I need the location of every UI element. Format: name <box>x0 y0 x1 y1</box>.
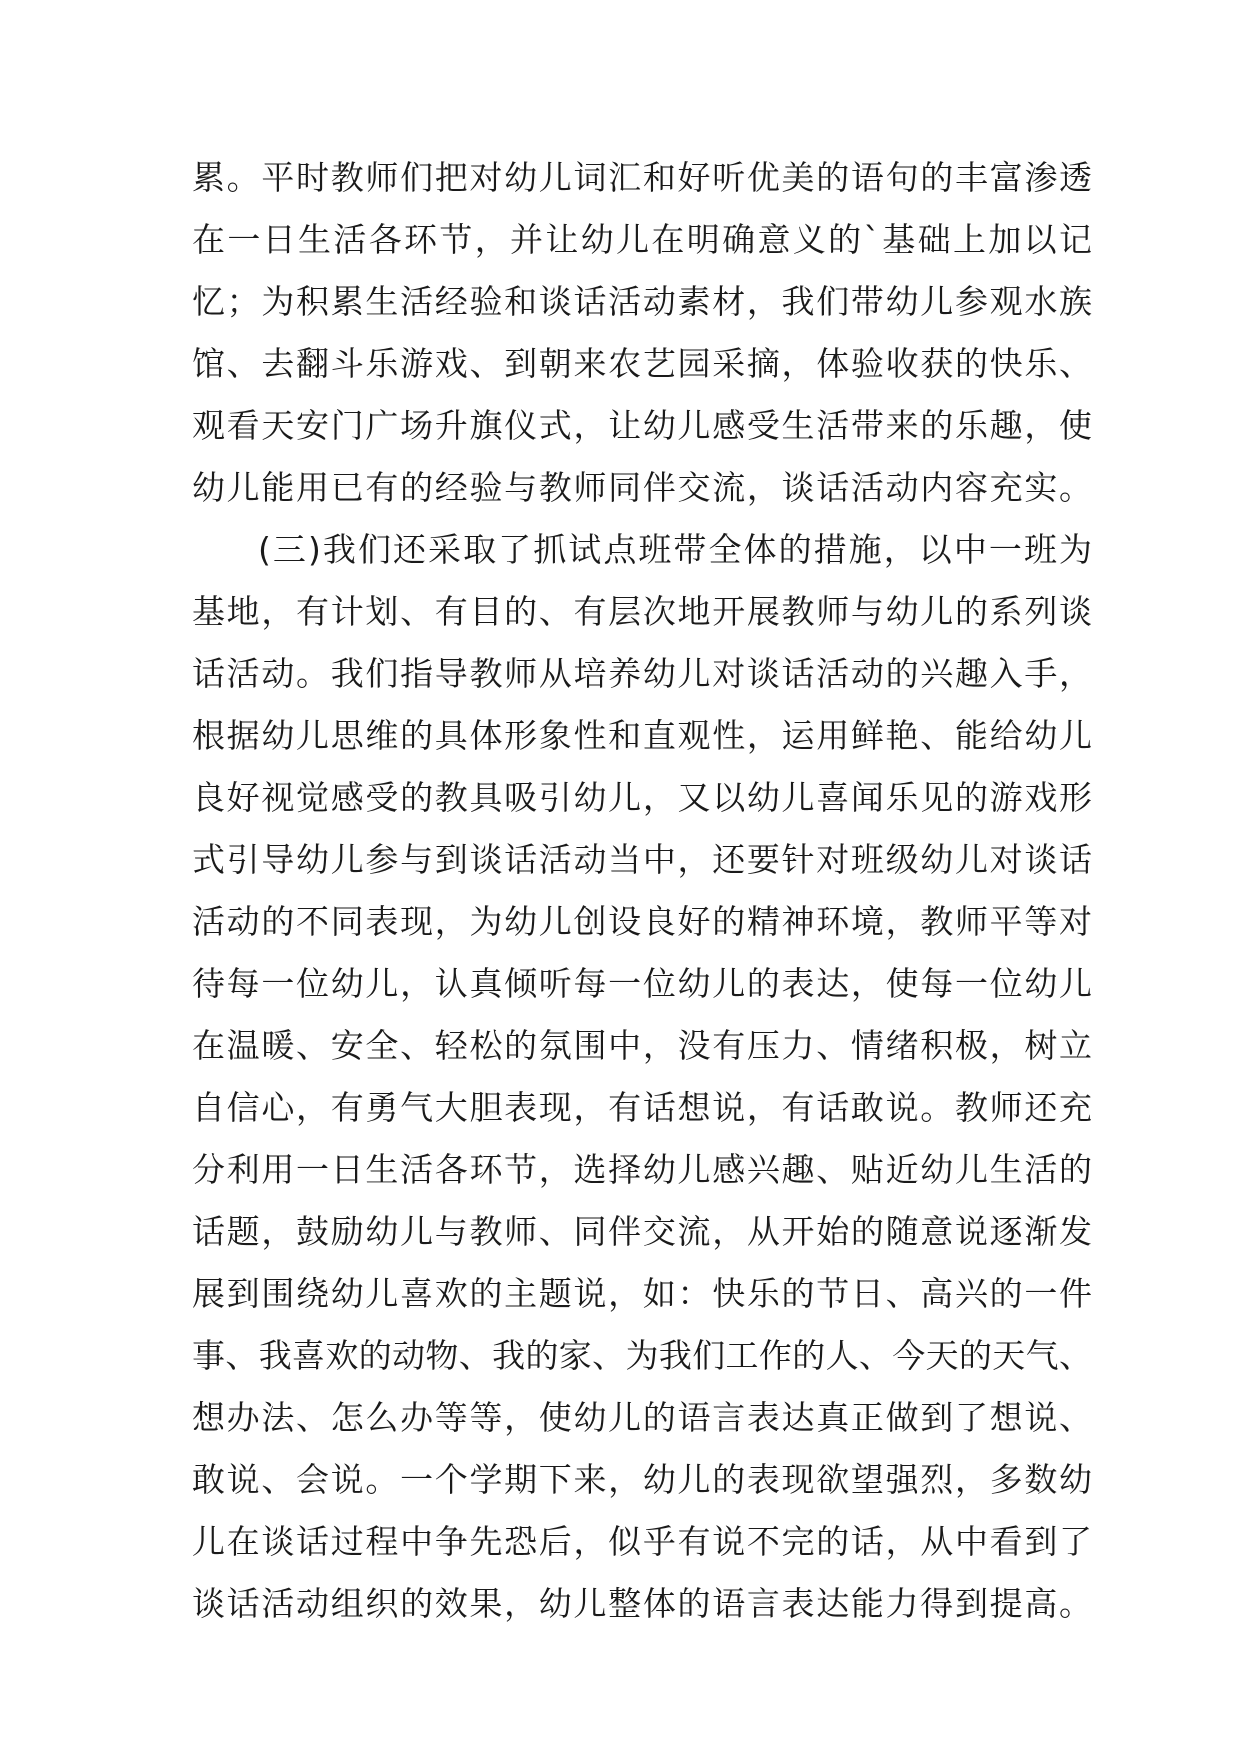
text-line: 分利用一日生活各环节，选择幼儿感兴趣、贴近幼儿生活的 <box>192 1150 1092 1189</box>
text-line: 事、我喜欢的动物、我的家、为我们工作的人、今天的天气、 <box>192 1336 1092 1375</box>
text-line: 观看天安门广场升旗仪式，让幼儿感受生活带来的乐趣，使 <box>192 406 1092 445</box>
text-line: 良好视觉感受的教具吸引幼儿，又以幼儿喜闻乐见的游戏形 <box>192 778 1092 817</box>
text-line: 忆；为积累生活经验和谈话活动素材，我们带幼儿参观水族 <box>192 282 1092 321</box>
paragraph-start-line: (三)我们还采取了抓试点班带全体的措施，以中一班为 <box>258 530 1092 569</box>
text-line: 敢说、会说。一个学期下来，幼儿的表现欲望强烈，多数幼 <box>192 1460 1092 1499</box>
text-line: 累。平时教师们把对幼儿词汇和好听优美的语句的丰富渗透 <box>192 158 1092 197</box>
text-line: 活动的不同表现，为幼儿创设良好的精神环境，教师平等对 <box>192 902 1092 941</box>
text-line: 想办法、怎么办等等，使幼儿的语言表达真正做到了想说、 <box>192 1398 1092 1437</box>
text-line: 话活动。我们指导教师从培养幼儿对谈话活动的兴趣入手， <box>192 654 1092 693</box>
text-line: 话题，鼓励幼儿与教师、同伴交流，从开始的随意说逐渐发 <box>192 1212 1092 1251</box>
text-line: 展到围绕幼儿喜欢的主题说，如：快乐的节日、高兴的一件 <box>192 1274 1092 1313</box>
text-line: 馆、去翻斗乐游戏、到朝来农艺园采摘，体验收获的快乐、 <box>192 344 1092 383</box>
text-line: 幼儿能用已有的经验与教师同伴交流，谈话活动内容充实。 <box>192 468 1092 507</box>
text-line: 谈话活动组织的效果，幼儿整体的语言表达能力得到提高。 <box>192 1584 1092 1623</box>
text-line: 待每一位幼儿，认真倾听每一位幼儿的表达，使每一位幼儿 <box>192 964 1092 1003</box>
text-line: 根据幼儿思维的具体形象性和直观性，运用鲜艳、能给幼儿 <box>192 716 1092 755</box>
text-line: 在一日生活各环节，并让幼儿在明确意义的`基础上加以记 <box>192 220 1092 259</box>
text-line: 式引导幼儿参与到谈话活动当中，还要针对班级幼儿对谈话 <box>192 840 1092 879</box>
text-line: 基地，有计划、有目的、有层次地开展教师与幼儿的系列谈 <box>192 592 1092 631</box>
text-line: 在温暖、安全、轻松的氛围中，没有压力、情绪积极，树立 <box>192 1026 1092 1065</box>
text-line: 自信心，有勇气大胆表现，有话想说，有话敢说。教师还充 <box>192 1088 1092 1127</box>
text-line: 儿在谈话过程中争先恐后，似乎有说不完的话，从中看到了 <box>192 1522 1092 1561</box>
